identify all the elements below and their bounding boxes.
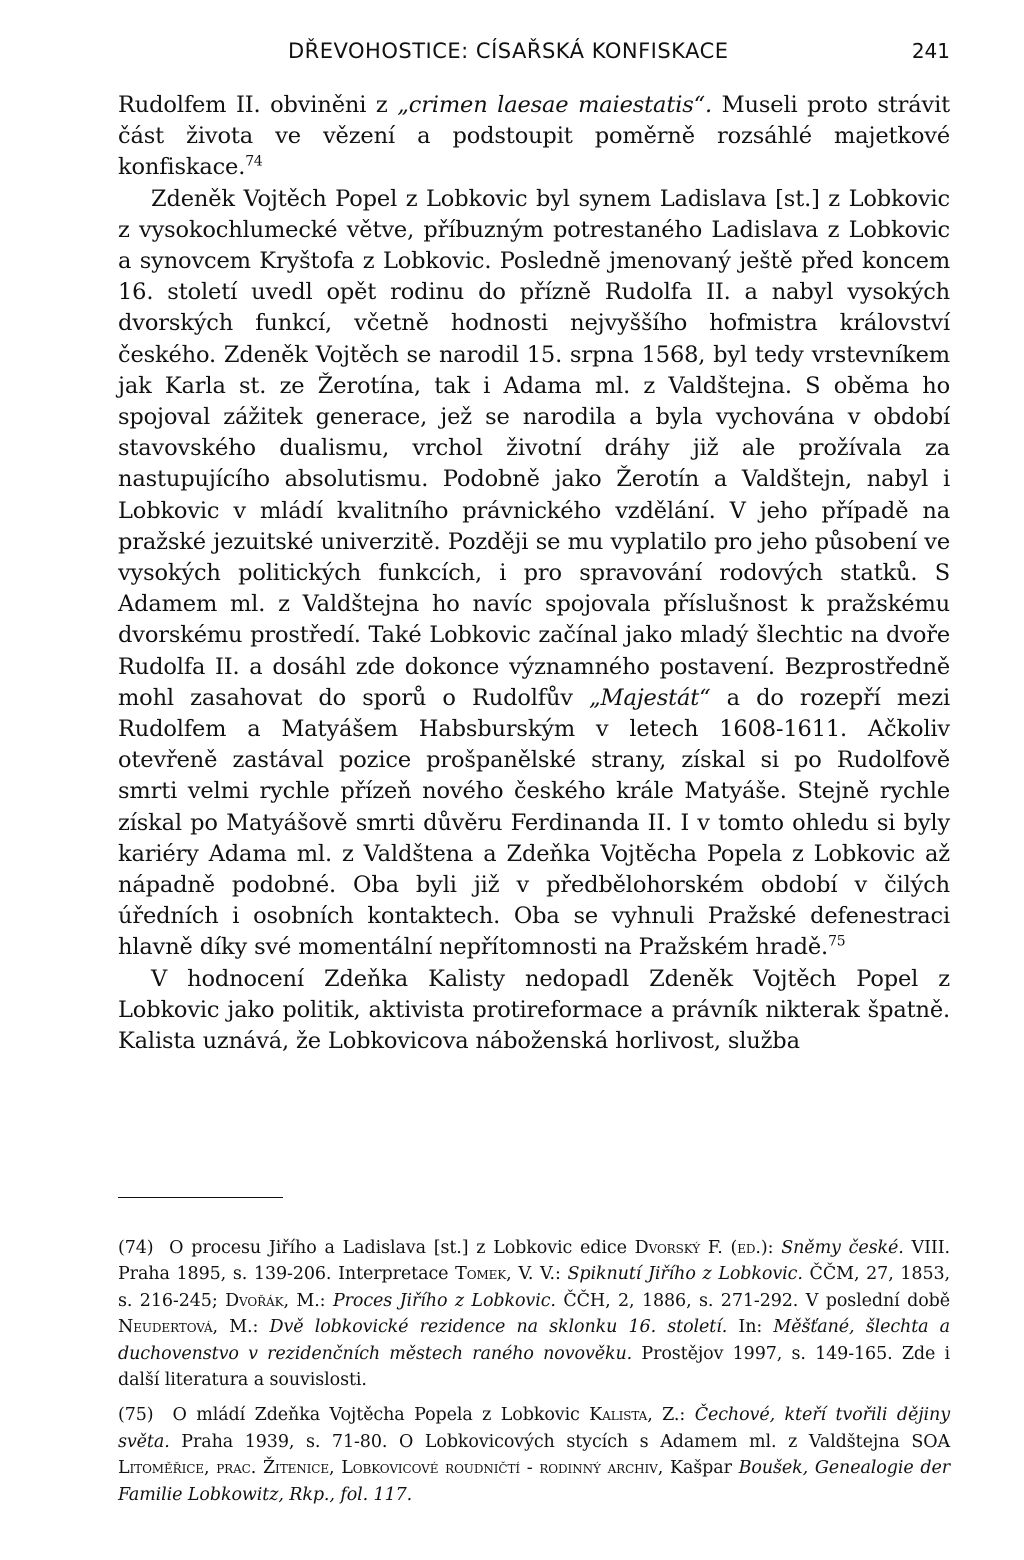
paragraph-2-majestat: „Majestát“ bbox=[589, 684, 711, 711]
footnote-74-text-m: ČČH, 2, 1886, s. 271-292. V poslední době bbox=[555, 1290, 951, 1311]
footnote-74-author-dvorsky: Dvorský F. (ed.) bbox=[634, 1238, 768, 1258]
paragraph-2-text-a: Zdeněk Vojtěch Popel z Lobkovic byl synem Ladislava [st.] z Lobkovic z vysokochlumecké větve, příbuzným potrestaného Ladislava z Lobkovic a synovcem Kryštofa z Lobkovic. Posledně jmenovaný ještě před koncem 16. století uvedl opět rodinu do přízně Rudolfa II. a nabyl vysokých dvorských funkcí, včetně hodnosti nejvyššího hofmistra království českého. Zdeněk Vojtěch se narodil 15. srpna 1568, byl tedy vrstevníkem jak Karla st. ze Žerotína, tak i Adama ml. z Valdštejna. S oběma ho spojoval zážitek generace, jež se narodila a byla vychována v období stavovského dualismu, vrchol životní dráhy již ale prožívala za nastupujícího absolutismu. Podobně jako Žerotín a Valdštejn, nabyl i Lobkovic v mládí kvalitního právnického vzdělání. V jeho případě na pražské jezuitské univerzitě. Později se mu vyplatilo pro jeho působení ve vysokých politických funkcích, i pro spravování rodových statků. S Adamem ml. z Valdštejna ho navíc spojovala příslušnost k pražskému dvorskému prostředí. Také Lobkovic začínal jako mladý šlechtic na dvoře Rudolfa II. a dosáhl zde dokonce významného postavení. Bezprostředně mohl zasahovat do sporů o Rudolfův bbox=[118, 185, 950, 711]
footnote-75-text-g: Kašpar bbox=[663, 1458, 739, 1479]
paragraph-1-text-b: Museli proto strávit část života ve vězení a podstoupit poměrně rozsáhlé majetkové konfiskace. bbox=[118, 92, 951, 181]
main-text bbox=[118, 90, 950, 1057]
footnote-74-title-spiknuti: Spiknutí Jiřího z Lobkovic. bbox=[567, 1264, 803, 1285]
footnote-74-text-s: Prostějov 1997, s. 149-165. Zde i další literatura a souvislosti. bbox=[118, 1343, 950, 1391]
footnote-74-text-q: In: bbox=[727, 1317, 774, 1338]
footnote-74-title-snemy: Sněmy české. bbox=[781, 1238, 904, 1258]
page-number: 241 bbox=[911, 39, 950, 63]
footnote-74-number: (74) bbox=[118, 1238, 154, 1258]
footnote-75-archive: SOA Litoměřice, prac. Žitenice, Lobkovicové roudničtí - rodinný archiv, bbox=[118, 1431, 950, 1479]
paragraph-2 bbox=[118, 184, 950, 964]
footnote-74-title-mestane: Měšťané, šlechta a duchovenstvo v rezidenčních městech raného novověku. bbox=[118, 1317, 951, 1364]
paragraph-2-text-b: a do rozepří mezi Rudolfem a Matyášem Habsburským v letech 1608-1611. Ačkoliv otevřeně zastával pozice prošpanělské strany, získal si po Rudolfově smrti velmi rychle přízeň nového českého krále Matyáše. Stejně rychle získal po Matyášově smrti důvěru Ferdinanda II. I v tomto ohledu si byly kariéry Adama ml. z Valdštena a Zdeňka Vojtěcha Popela z Lobkovic až nápadně podobné. Oba byli již v předbělohorském období v čilých úředních i osobních kontaktech. Oba se vyhnuli Pražské defenestraci hlavně díky své momentální nepřítomnosti na Pražském hradě. bbox=[118, 684, 950, 961]
footnote-74-text-i: ČČM, 27, 1853, s. 216-245; bbox=[118, 1264, 950, 1311]
paragraph-1-text-a: Rudolfem II. obviněni z bbox=[118, 92, 398, 118]
footnote-74-sep-3: : bbox=[319, 1290, 333, 1311]
footnote-75-text-e: Praha 1939, s. 71-80. O Lobkovicových stycích s Adamem ml. z Valdštejna bbox=[169, 1431, 912, 1452]
footnote-74-sep-4: : bbox=[252, 1317, 270, 1338]
footnote-75-number: (75) bbox=[118, 1405, 154, 1426]
paragraph-3-text: V hodnocení Zdeňka Kalisty nedopadl Zdeněk Vojtěch Popel z Lobkovic jako politik, aktivista protireformace a právník nikterak špatně. Kalista uznává, že Lobkovicova náboženská horlivost, služba bbox=[118, 965, 950, 1055]
footnote-74-text-e: VIII. Praha 1895, s. 139-206. Interpretace bbox=[118, 1238, 950, 1285]
footnote-74-author-tomek: Tomek, V. V. bbox=[455, 1264, 555, 1285]
footnote-75-sep-1: : bbox=[679, 1405, 695, 1426]
footnote-ref-74: 74 bbox=[245, 154, 263, 171]
footnote-74-author-neudertova: Neudertová, M. bbox=[118, 1317, 253, 1338]
running-title: DŘEVOHOSTICE: CÍSAŘSKÁ KONFISKACE bbox=[288, 39, 729, 63]
page-header bbox=[118, 36, 950, 66]
footnote-ref-75: 75 bbox=[828, 934, 846, 951]
footnote-75-title-genealogie: Boušek, Genealogie der Familie Lobkowitz, Rkp., fol. 117. bbox=[118, 1458, 950, 1505]
footnote-75-text-a: O mládí Zdeňka Vojtěcha Popela z Lobkovic bbox=[172, 1405, 590, 1426]
paragraph-1-latin-phrase: „crimen laesae maiestatis“. bbox=[397, 92, 713, 118]
footnote-74-text-a: O procesu Jiřího a Ladislava [st.] z Lobkovic edice bbox=[169, 1238, 635, 1258]
footnote-75-title-cechove: Čechové, kteří tvořili dějiny světa. bbox=[118, 1405, 950, 1452]
paragraph-3 bbox=[118, 964, 950, 1058]
footnote-74-title-rezidence: Dvě lobkovické rezidence na sklonku 16. století. bbox=[269, 1317, 728, 1338]
footnote-75 bbox=[118, 1402, 950, 1508]
footnote-74-sep-1: : bbox=[767, 1238, 782, 1258]
paragraph-1 bbox=[118, 90, 950, 184]
footnote-74-author-dvorak: Dvořák, M. bbox=[225, 1290, 320, 1311]
footnotes bbox=[118, 1235, 950, 1517]
footnote-74 bbox=[118, 1235, 950, 1393]
footnote-75-author-kalista: Kalista, Z. bbox=[589, 1405, 680, 1426]
footnote-divider bbox=[118, 1197, 283, 1198]
footnote-74-title-proces: Proces Jiřího z Lobkovic. bbox=[332, 1290, 556, 1311]
footnote-74-sep-2: : bbox=[554, 1264, 568, 1285]
